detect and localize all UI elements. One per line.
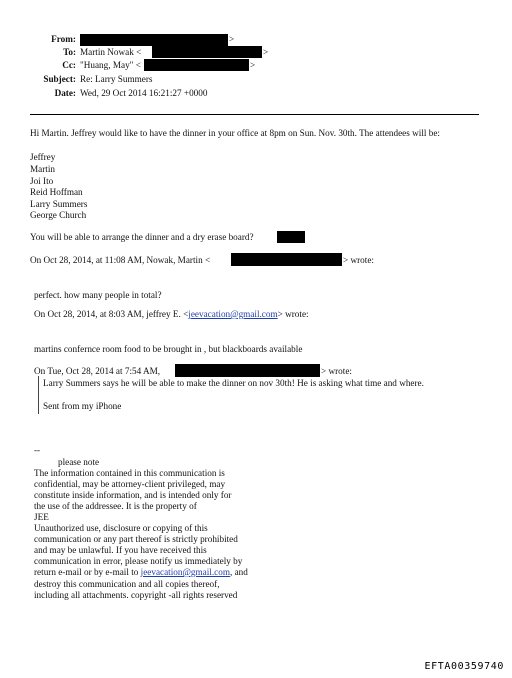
- notice-line-10-prefix: return e-mail or by e-mail to: [34, 567, 141, 577]
- notice-line-12: including all attachments. copyright -all rights reserved: [34, 590, 238, 600]
- notice-line-11: destroy this communication and all copies thereof,: [34, 579, 220, 589]
- redaction-from: [80, 34, 228, 46]
- cc-tail: >: [250, 60, 256, 70]
- quote2-prefix: On Oct 28, 2014, at 8:03 AM, jeffrey E. <: [34, 309, 189, 319]
- attendee-3: Joi Ito: [30, 176, 54, 186]
- attendee-2: Martin: [30, 164, 56, 174]
- notice-email-link[interactable]: jeevacation@gmail.com: [140, 567, 230, 577]
- notice-line-8: and may be unlawful. If you have received this: [34, 545, 207, 555]
- notice-line-1: The information contained in this communication is: [34, 468, 225, 478]
- quote2-line: [34, 309, 309, 321]
- cc-value: "Huang, May" <: [80, 60, 141, 70]
- notice-line-9: communication in error, please notify us immediately by: [34, 556, 243, 566]
- redaction-quote1: [231, 253, 342, 266]
- please-note: please note: [58, 457, 100, 467]
- reply3-text: Larry Summers says he will be able to make the dinner on nov 30th! He is asking what time and where.: [43, 378, 424, 388]
- notice-line-10-suffix: , and: [229, 567, 248, 577]
- document-id: EFTA00359740: [424, 661, 504, 672]
- cc-label: Cc:: [62, 60, 76, 70]
- reply2-text: martins confernce room food to be brought in , but blackboards available: [34, 344, 303, 354]
- date-label: Date:: [54, 88, 76, 98]
- quote3-prefix: On Tue, Oct 28, 2014 at 7:54 AM,: [34, 366, 161, 376]
- header-divider: [30, 114, 479, 115]
- quote1-prefix: On Oct 28, 2014, at 11:08 AM, Nowak, Martin <: [30, 255, 211, 265]
- notice-line-4: the use of the addressee. It is the property of: [34, 501, 197, 511]
- attendee-5: Larry Summers: [30, 199, 88, 209]
- attendee-6: George Church: [30, 210, 87, 220]
- redaction-question: [277, 231, 305, 243]
- reply1-text: perfect. how many people in total?: [34, 290, 162, 300]
- quote1-suffix: > wrote:: [343, 255, 374, 265]
- quote2-email-link[interactable]: jeevacation@gmail.com: [188, 309, 278, 319]
- signature-text: Sent from my iPhone: [43, 401, 122, 411]
- notice-line-3: constitute inside information, and is intended only for: [34, 490, 232, 500]
- greeting-text: Hi Martin. Jeffrey would like to have the dinner in your office at 8pm on Sun. Nov. 30th. The attendees will be:: [30, 128, 440, 138]
- notice-line-5: JEE: [34, 512, 49, 522]
- attendee-4: Reid Hoffman: [30, 187, 83, 197]
- notice-line-10: [34, 567, 248, 579]
- notice-line-7: communication or any part thereof is strictly prohibited: [34, 534, 238, 544]
- quote3-suffix: > wrote:: [321, 366, 352, 376]
- to-value: Martin Nowak <: [80, 47, 142, 57]
- redaction-cc: [144, 59, 249, 71]
- from-tail: >: [229, 34, 235, 44]
- question-text: You will be able to arrange the dinner and a dry erase board?: [30, 232, 254, 242]
- subject-label: Subject:: [43, 74, 76, 84]
- sig-dashes: --: [34, 445, 41, 455]
- redaction-to: [152, 46, 262, 58]
- notice-line-2: confidential, may be attorney-client privileged, may: [34, 479, 226, 489]
- quote3-bar: [38, 376, 39, 414]
- to-label: To:: [63, 47, 76, 57]
- notice-line-6: Unauthorized use, disclosure or copying of this: [34, 523, 208, 533]
- subject-value: Re: Larry Summers: [80, 74, 153, 84]
- to-tail: >: [263, 47, 269, 57]
- date-value: Wed, 29 Oct 2014 16:21:27 +0000: [80, 88, 208, 98]
- from-label: From:: [51, 34, 76, 44]
- redaction-quote3: [175, 364, 320, 377]
- quote2-suffix: > wrote:: [277, 309, 309, 319]
- attendee-1: Jeffrey: [30, 152, 56, 162]
